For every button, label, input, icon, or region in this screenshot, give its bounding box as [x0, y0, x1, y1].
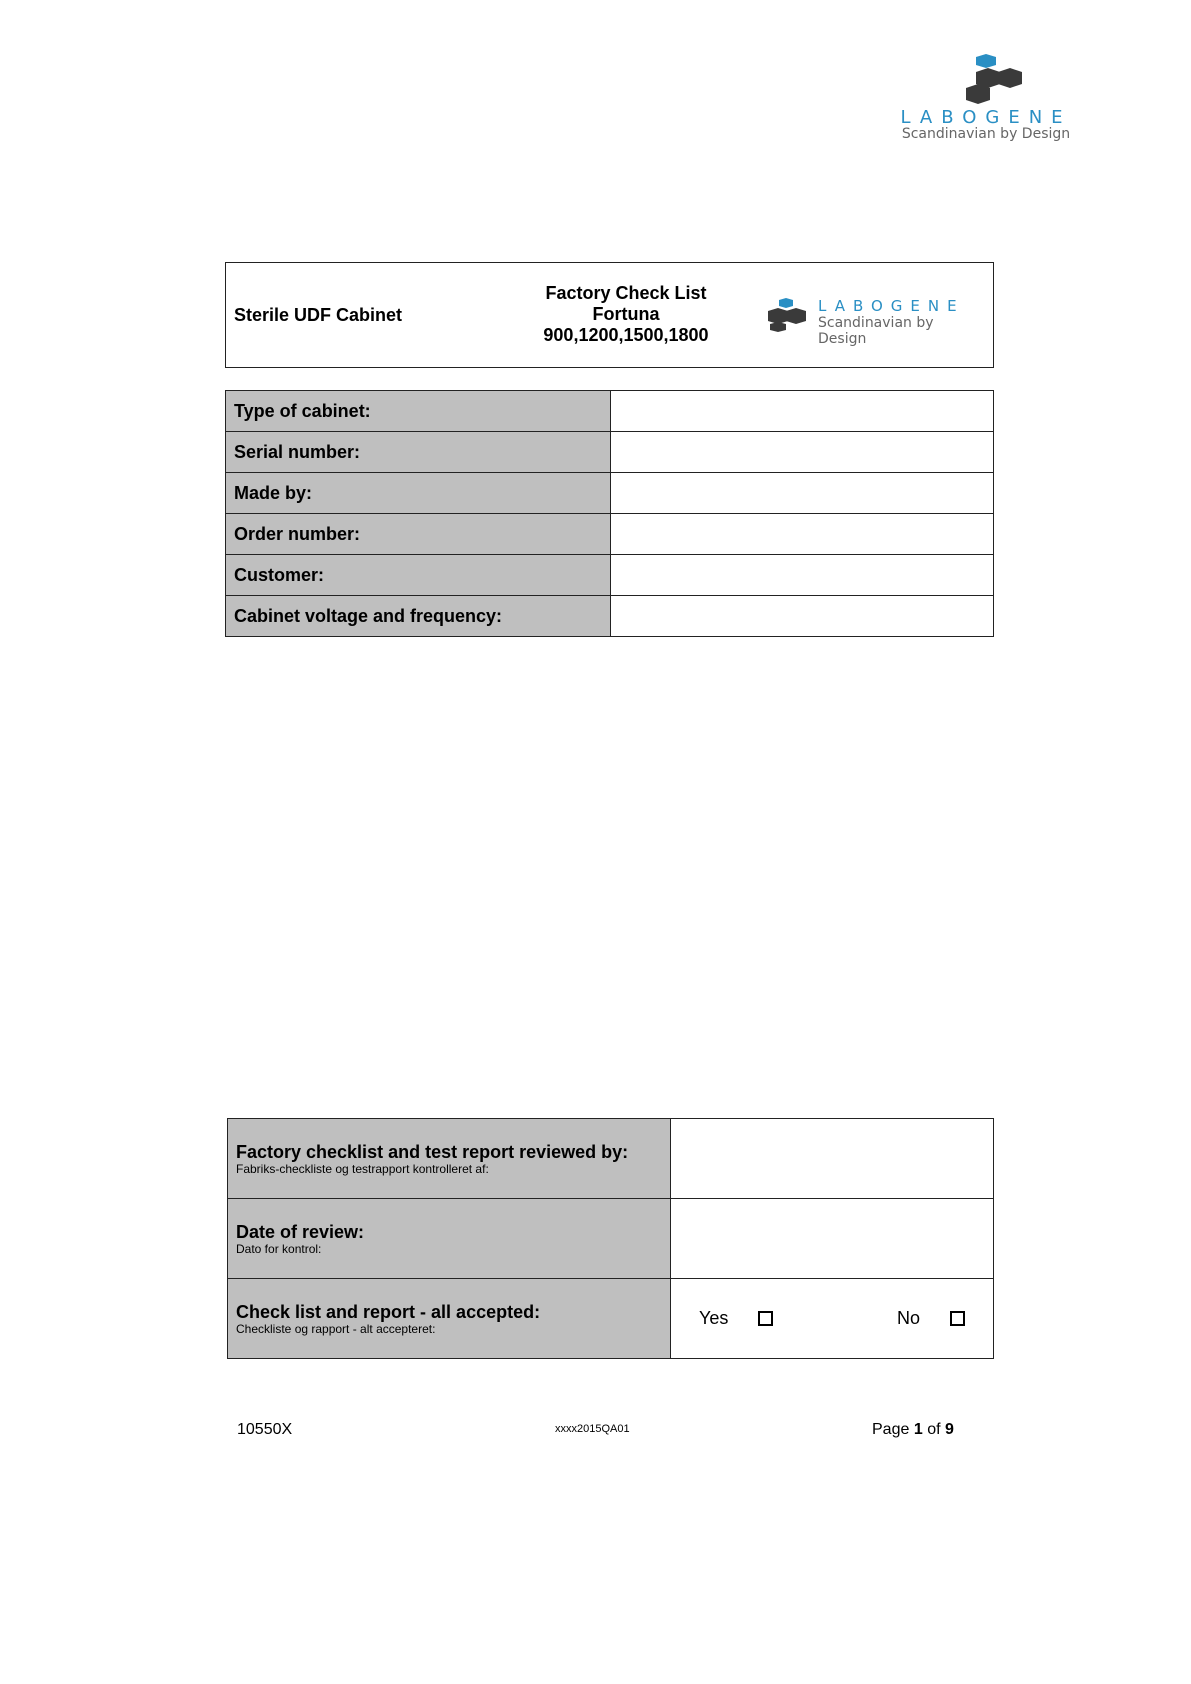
title-line-1: Factory Check List	[545, 283, 707, 303]
table-row	[226, 514, 994, 555]
document-code: xxxx2015QA01	[555, 1423, 630, 1435]
serial-number-field[interactable]	[611, 432, 994, 473]
order-number-label: Order number:	[226, 514, 611, 555]
hexagon-logo-icon	[966, 54, 1032, 104]
all-accepted-main: Check list and report - all accepted:	[236, 1301, 541, 1322]
page-indicator	[872, 1421, 954, 1439]
product-name: Sterile UDF Cabinet	[234, 305, 403, 325]
table-row	[226, 596, 994, 637]
table-row	[226, 555, 994, 596]
yes-label: Yes	[699, 1308, 729, 1328]
document-title	[511, 283, 741, 346]
cabinet-info-table	[225, 390, 994, 637]
document-number: 10550X	[237, 1421, 293, 1438]
no-option	[897, 1308, 965, 1329]
review-table	[227, 1118, 994, 1359]
reviewed-by-label	[228, 1119, 671, 1199]
voltage-frequency-field[interactable]	[611, 596, 994, 637]
voltage-frequency-label: Cabinet voltage and frequency:	[226, 596, 611, 637]
all-accepted-sub: Checkliste og rapport - alt accepteret:	[236, 1321, 436, 1336]
title-line-2: Fortuna	[592, 304, 660, 324]
made-by-field[interactable]	[611, 473, 994, 514]
company-logo-top	[896, 54, 1076, 144]
hexagon-logo-icon	[766, 298, 812, 332]
date-of-review-label	[228, 1199, 671, 1279]
made-by-label: Made by:	[226, 473, 611, 514]
page-current: 1	[913, 1421, 923, 1438]
date-of-review-field[interactable]	[671, 1199, 994, 1279]
logo-wordmark: LABOGENE	[818, 297, 965, 315]
date-of-review-main: Date of review:	[236, 1221, 365, 1242]
logo-tagline: Scandinavian by Design	[901, 126, 1071, 142]
all-accepted-choices	[671, 1279, 994, 1359]
table-row	[226, 473, 994, 514]
company-logo-header	[766, 293, 986, 347]
table-row	[226, 391, 994, 432]
reviewed-by-sub: Fabriks-checkliste og testrapport kontrolleret af:	[236, 1161, 489, 1176]
yes-option	[699, 1308, 773, 1329]
type-of-cabinet-field[interactable]	[611, 391, 994, 432]
yes-checkbox[interactable]	[758, 1311, 773, 1326]
all-accepted-label	[228, 1279, 671, 1359]
logo-tagline: Scandinavian by Design	[818, 315, 934, 347]
no-checkbox[interactable]	[950, 1311, 965, 1326]
customer-label: Customer:	[226, 555, 611, 596]
page-prefix: Page	[872, 1421, 910, 1438]
customer-field[interactable]	[611, 555, 994, 596]
document-header	[225, 262, 994, 368]
table-row	[228, 1279, 994, 1359]
type-of-cabinet-label: Type of cabinet:	[226, 391, 611, 432]
order-number-field[interactable]	[611, 514, 994, 555]
page-of: of	[927, 1421, 941, 1438]
title-line-3: 900,1200,1500,1800	[543, 325, 709, 345]
no-label: No	[896, 1308, 920, 1328]
reviewed-by-main: Factory checklist and test report reviewed by:	[236, 1141, 629, 1162]
table-row	[228, 1199, 994, 1279]
page-total: 9	[944, 1421, 954, 1438]
table-row	[226, 432, 994, 473]
table-row	[228, 1119, 994, 1199]
date-of-review-sub: Dato for kontrol:	[236, 1241, 322, 1256]
logo-wordmark: LABOGENE	[900, 107, 1072, 128]
serial-number-label: Serial number:	[226, 432, 611, 473]
reviewed-by-field[interactable]	[671, 1119, 994, 1199]
